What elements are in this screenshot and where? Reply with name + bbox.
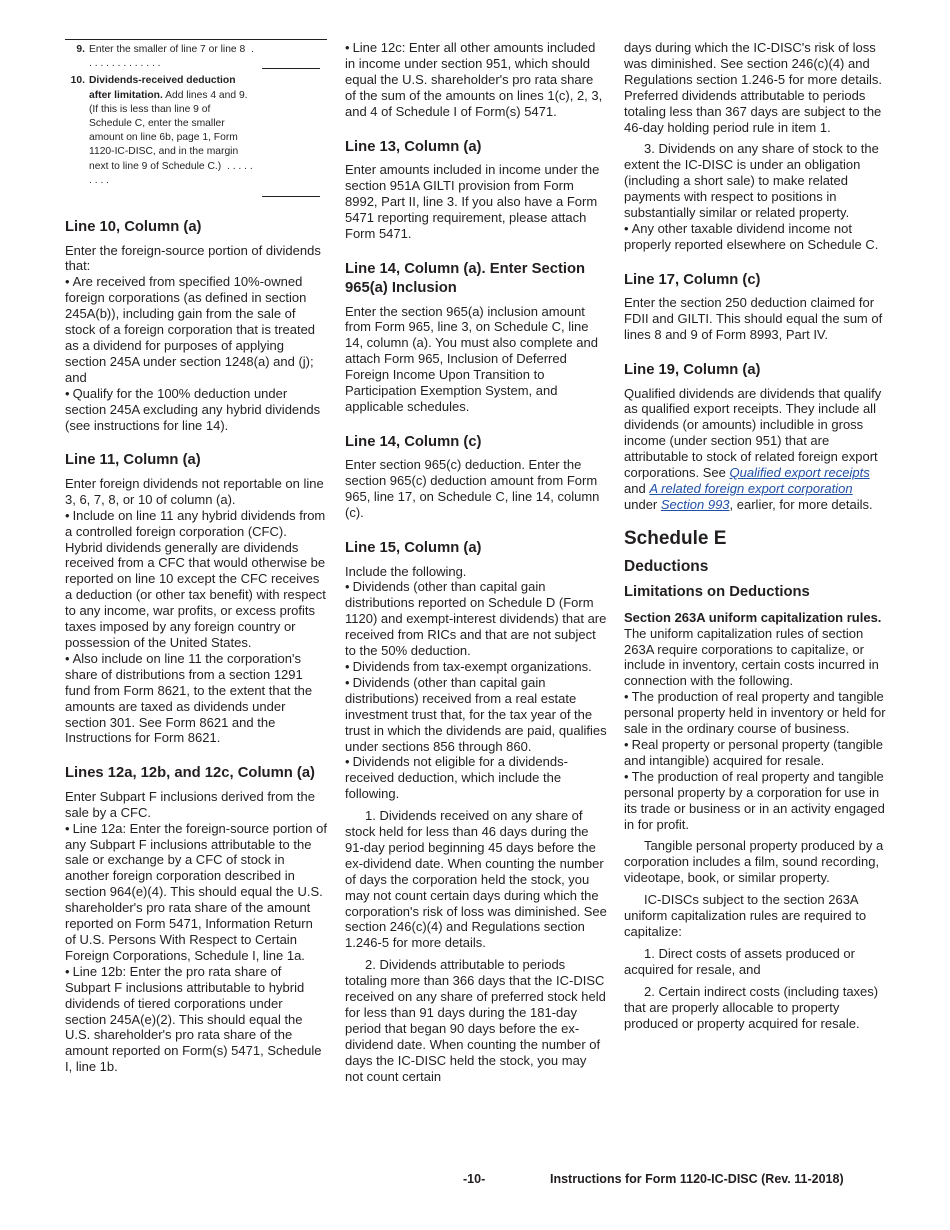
qualified-export-receipts-link[interactable]: Qualified export receipts: [729, 465, 870, 481]
bullet-item: • The production of real property and tangible personal property by a corporation for use in its trade or business or in an activity engaged in for profit.: [624, 769, 886, 833]
bullet-item: • Dividends (other than capital gain distributions) received from a real estate investment trust that, for the tax year of the trust in which the dividends are paid, qualifies under sections 856 through 860.: [345, 675, 607, 755]
bullet-item: • Line 12c: Enter all other amounts included in income under section 951, which should equal the U.S. shareholder's pro rata share of the sum of the amounts on lines 1(c), 2, 3, and 4 of Schedule I of Form(s) 5471.: [345, 40, 607, 120]
heading-line-11: Line 11, Column (a): [65, 452, 201, 469]
column-2: [345, 40, 607, 1085]
bullet-item: • Qualify for the 100% deduction under section 245A excluding any hybrid dividends (see instructions for line 14).: [65, 386, 327, 434]
numbered-item: 2. Dividends attributable to periods totaling more than 366 days that the IC-DISC received on any share of preferred stock held for less than 91 days during the 181-day period that began 90 days before the ex-dividend date. When counting the number of days the IC-DISC held the stock, you may not count certain: [345, 957, 606, 1084]
bullet-item: • Any other taxable dividend income not properly reported elsewhere on Schedule C.: [624, 221, 886, 253]
page-number: -10-: [463, 1172, 486, 1186]
bullet-item: • Line 12b: Enter the pro rata share of Subpart F inclusions attributable to hybrid dividends of tiered corporations under section 245A(e)(2). This should equal the U.S. shareholder's pro rata share of the amount reported on Form(s) 5471, Schedule I, line 1b.: [65, 964, 327, 1075]
paragraph: Enter amounts included in income under the section 951A GILTI provision from Form 8992, Part II, line 3. If you also have a Form 5471 reporting requirement, please attach Form 5471.: [345, 162, 600, 241]
heading-line-14c: Line 14, Column (c): [345, 433, 482, 450]
table-row-10: [65, 71, 327, 188]
paragraph: [624, 386, 886, 513]
leader-dots: . . . . . . . . .: [89, 160, 253, 186]
paragraph: Enter section 965(c) deduction. Enter the section 965(c) deduction amount from Form 965, line 17, on Schedule C, line 14, column (c).: [345, 457, 600, 521]
row-bold-text: Dividends-received deduction after limitation.: [89, 75, 236, 101]
paragraph: Include the following.: [345, 563, 467, 579]
heading-line-10: Line 10, Column (a): [65, 219, 202, 236]
row-number: 9.: [76, 44, 85, 55]
heading-line-15: Line 15, Column (a): [345, 540, 482, 557]
paragraph: Enter the section 965(a) inclusion amount from Form 965, line 3, on Schedule C, line 14, column (a). You must also complete and attach Form 965, Inclusion of Deferred Foreign Income Upon Transition to Participation Exemption System, and applicable schedules.: [345, 303, 598, 414]
heading-line-14a: Line 14, Column (a). Enter Section 965(a) Inclusion: [345, 260, 586, 297]
text: , earlier, for more details.: [729, 496, 873, 512]
text: and: [624, 480, 650, 496]
table-row-9: [65, 40, 327, 71]
paragraph: [624, 610, 886, 690]
footer-title: Instructions for Form 1120-IC-DISC (Rev. 11-2018): [550, 1172, 844, 1186]
bullet-item: • Line 12a: Enter the foreign-source portion of any Subpart F inclusions attributable to the sale or exchange by a CFC of stock in another foreign corporation described in section 964(e)(4). This should equal the U.S. shareholder's pro rata share of the amount reported on Form 5471, Information Return of U.S. Persons With Respect to Certain Foreign Corporations, Schedule I, line 1a.: [65, 821, 327, 964]
heading-lines-12: Lines 12a, 12b, and 12c, Column (a): [65, 765, 315, 782]
bullet-item: • Dividends from tax-exempt organizations.: [345, 659, 607, 675]
section-993-link[interactable]: Section 993: [660, 496, 730, 512]
run-in-heading: Section 263A uniform capitalization rules.: [624, 609, 882, 625]
numbered-item: 1. Direct costs of assets produced or acquired for resale, and: [624, 945, 855, 977]
column-1: [65, 40, 327, 1075]
paragraph: Enter the foreign-source portion of dividends that:: [65, 242, 321, 274]
text: Qualified dividends are dividends that qualify as qualified export receipts. They include all dividends (or amounts) includible in gross income (under section 951) that are attributable to stock of related foreign export corporations. See: [624, 385, 882, 481]
numbered-item: 3. Dividends on any share of stock to the extent the IC-DISC is under an obligation (including a short sale) to make related payments with respect to positions in substantially similar or related property.: [624, 141, 879, 221]
leader-dots: . . . . . . . . . . . . . .: [89, 44, 254, 70]
paragraph-indented: Tangible personal property produced by a corporation includes a film, sound recording, videotape, book, or similar property.: [624, 838, 884, 886]
bullet-item: • Include on line 11 any hybrid dividends from a controlled foreign corporation (CFC). Hybrid dividends generally are dividends received from a CFC that would otherwise be reported on line 10 except the CFC receives a deduction (or other tax benefit) with respect to any income, war profits, or excess profits taxes imposed by any foreign country or possession of the United States.: [65, 508, 327, 651]
text: under: [624, 496, 661, 512]
paragraph: Enter foreign dividends not reportable on line 3, 6, 7, 8, or 10 of column (a).: [65, 475, 324, 507]
numbered-item: 2. Certain indirect costs (including taxes) that are properly allocable to property produced or property acquired for resale.: [624, 983, 879, 1031]
paragraph: Enter the section 250 deduction claimed for FDII and GILTI. This should equal the sum of lines 8 and 9 of Form 8993, Part IV.: [624, 295, 883, 343]
bullet-item: • Also include on line 11 the corporation's share of distributions from a section 1291 fund from Form 8621, to the extent that the amounts are taxed as dividends under section 301. See Form 8621 and the Instructions for Form 8621.: [65, 651, 327, 746]
paragraph: Enter Subpart F inclusions derived from the sale by a CFC.: [65, 788, 316, 820]
row-number: 10.: [70, 75, 85, 87]
related-foreign-export-corp-link[interactable]: A related foreign export corporation: [649, 480, 853, 496]
bullet-item: • Are received from specified 10%-owned foreign corporations (as defined in section 245A(b)), including gain from the sale of stock of a foreign corporation that is treated as a dividend for purposes of applying section 245A under section 1248(a) and (j); and: [65, 274, 327, 385]
heading-line-19: Line 19, Column (a): [624, 362, 761, 378]
bullet-item: • The production of real property and tangible personal property held in inventory or held for sale in the ordinary course of business.: [624, 689, 886, 737]
column-3: [624, 40, 886, 1031]
schedule-e-heading: Schedule E: [624, 527, 727, 549]
row-text: Enter the smaller of line 7 or line 8: [89, 44, 246, 55]
heading-line-17: Line 17, Column (c): [624, 271, 761, 288]
numbered-item: 1. Dividends received on any share of stock held for less than 46 days during the 91-day period beginning 45 days before the ex-dividend date. When counting the number of days the corporation held the stock, you may not count certain days during which the corporation's risk of loss was diminished. See section 246(c)(4) and Regulations section 1.246-5 for more details.: [345, 808, 607, 951]
amount-line: [262, 196, 320, 197]
paragraph-indented: IC-DISCs subject to the section 263A uniform capitalization rules are required to capitalize:: [624, 892, 867, 939]
amount-line: [262, 68, 320, 69]
bullet-item: • Dividends not eligible for a dividends-received deduction, which include the following.: [345, 754, 607, 802]
deduction-table: [65, 40, 327, 188]
limitations-heading: Limitations on Deductions: [624, 583, 810, 600]
heading-line-13: Line 13, Column (a): [345, 138, 482, 155]
bullet-item: • Real property or personal property (tangible and intangible) acquired for resale.: [624, 737, 886, 769]
text: The uniform capitalization rules of section 263A require corporations to capitalize, or include in inventory, certain costs incurred in connection with the following.: [624, 625, 879, 689]
deductions-heading: Deductions: [624, 557, 709, 575]
bullet-item: • Dividends (other than capital gain distributions reported on Schedule D (Form 1120) and exempt-interest dividends) that are received from RICs and that are not subject to the 50% deduction.: [345, 579, 607, 659]
row-text: Add lines 4 and 9. (If this is less than line 9 of Schedule C, enter the smaller amount on line 6b, page 1, Form 1120-IC-DISC, and in the margin next to line 9 of Schedule C.): [89, 89, 248, 172]
paragraph: days during which the IC-DISC's risk of loss was diminished. See section 246(c)(4) and Regulations section 1.246-5 for more details. Preferred dividends attributable to periods totaling less than 367 days are subject to the 46-day holding period rule in item 1.: [624, 40, 882, 135]
